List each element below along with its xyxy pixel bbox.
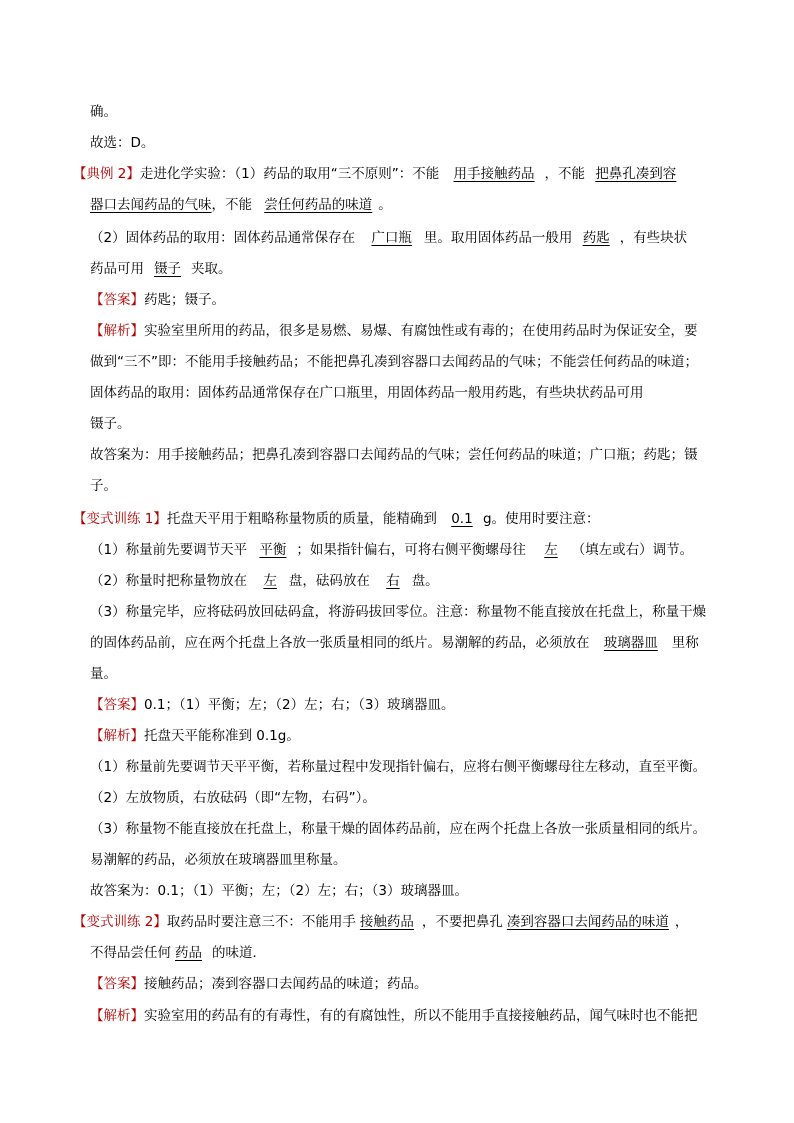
analysis-line (90, 322, 698, 340)
text-segment: g。使用时要注意： (478, 511, 600, 527)
text-segment: 盘。 (411, 573, 439, 589)
example-2-question (73, 165, 676, 183)
text-segment: 故答案为：用手接触药品；把鼻孔凑到容器口去闻药品的气味；尝任何药品的味道；广口瓶；药匙；镊 (90, 447, 698, 463)
answer-blank: 右 (386, 573, 400, 589)
text-line (90, 196, 392, 214)
analysis-line (90, 727, 300, 745)
text-line (90, 384, 644, 402)
text-line (90, 477, 117, 495)
text-line (90, 882, 468, 900)
text-segment: ，有些块状 (619, 230, 688, 246)
text-line (90, 665, 117, 683)
text-segment: （2）左放物质，右放砝码（即“左物，右码”）。 (90, 790, 376, 806)
text-line (90, 572, 439, 590)
text-segment: 实验室里所用的药品，很多是易燃、易爆、有腐蚀性或有毒的；在使用药品时为保证安全，要 (144, 323, 698, 339)
text-line (90, 758, 706, 776)
text-segment: 托盘天平能称准到 0.1g。 (144, 728, 300, 744)
answer-blank: 用手接触药品 (453, 166, 535, 182)
section-label: 【解析】 (90, 323, 144, 339)
answer-blank: 广口瓶 (371, 230, 412, 246)
answer-blank: 左 (263, 573, 277, 589)
text-segment: 0.1；（1）平衡；左；（2）左；右；（3）玻璃器皿。 (144, 697, 455, 713)
answer-blank: 药品 (175, 945, 202, 961)
section-label: 【变式训练 2】 (73, 914, 167, 930)
text-line (90, 446, 698, 464)
answer-blank: 0.1 (451, 511, 473, 527)
variant-1-question (73, 510, 600, 528)
section-label: 【解析】 (90, 1008, 144, 1024)
text-segment: ，不能 (211, 197, 257, 213)
text-segment: 接触药品；凑到容器口去闻药品的味道；药品。 (144, 976, 428, 992)
answer-blank: 凑到容器口去闻药品的味道 (506, 914, 669, 930)
answer-blank: 左 (544, 542, 558, 558)
text-segment: 取药品时要注意三不：不能用手 (166, 914, 356, 930)
section-label: 【答案】 (90, 697, 144, 713)
text-segment: 盘，砝码放在 (288, 573, 375, 589)
text-segment: 药匙；镊子。 (144, 292, 225, 308)
section-label: 【变式训练 1】 (73, 511, 167, 527)
text-line (90, 944, 266, 962)
text-segment: ；如果指针偏右，可将右侧平衡螺母往 (296, 542, 531, 558)
section-label: 【典例 2】 (73, 166, 140, 182)
text-segment: 做到“三不”即：不能用手接触药品；不能把鼻孔凑到容器口去闻药品的气味；不能尝任何药品的味道； (90, 354, 698, 370)
text-segment: 的固体药品前，应在两个托盘上各放一张质量相同的纸片。易潮解的药品，必须放在 (90, 635, 594, 651)
text-segment: （填左或右）调节。 (571, 542, 694, 558)
answer-blank: 接触药品 (359, 914, 414, 930)
answer-blank: 镊子 (154, 261, 181, 277)
text-segment: 走进化学实验：（1）药品的取用“三不原则”：不能 (139, 166, 444, 182)
text-segment: 药品可用 (90, 261, 144, 277)
text-line (90, 541, 693, 559)
variant-2-question (73, 913, 688, 931)
text-line (90, 634, 699, 652)
text-line (90, 603, 706, 621)
text-segment: （1）称量前先要调节天平 (90, 542, 252, 558)
text-line (90, 134, 154, 152)
text-segment: 托盘天平用于粗略称量物质的质量，能精确到 (166, 511, 442, 527)
text-segment: 量。 (90, 666, 117, 682)
section-label: 【答案】 (90, 976, 144, 992)
text-segment: 子。 (90, 478, 117, 494)
text-segment: （2）称量时把称量物放在 (90, 573, 252, 589)
answer-blank: 平衡 (259, 542, 287, 558)
text-segment: 的味道． (212, 945, 266, 961)
text-segment: （2）固体药品的取用：固体药品通常保存在 (90, 230, 360, 246)
text-segment: 易潮解的药品，必须放在玻璃器皿里称量。 (90, 852, 347, 868)
text-segment: （3）称量物不能直接放在托盘上，称量干燥的固体药品前，应在两个托盘上各放一张质量相同的纸片。 (90, 821, 707, 837)
text-line (90, 851, 347, 869)
text-segment: ， (674, 914, 689, 930)
text-segment: 不得品尝任何 (90, 945, 171, 961)
text-line (90, 260, 232, 278)
text-line (90, 789, 376, 807)
text-segment: 确。 (90, 104, 117, 120)
answer-line (90, 975, 428, 993)
text-line (90, 229, 687, 247)
answer-blank: 器口去闻药品的气味 (90, 197, 212, 213)
section-label: 【答案】 (90, 292, 144, 308)
text-line (90, 820, 706, 838)
answer-blank: 玻璃器皿 (603, 635, 658, 651)
text-segment: 实验室用的药品有的有毒性，有的有腐蚀性，所以不能用手直接接触药品，闻气味时也不能把 (144, 1008, 698, 1024)
answer-blank: 把鼻孔凑到容 (595, 166, 677, 182)
text-segment: 里称 (671, 635, 699, 651)
text-segment: 里。取用固体药品一般用 (423, 230, 577, 246)
section-label: 【解析】 (90, 728, 144, 744)
text-line (90, 415, 131, 433)
answer-blank: 药匙 (582, 230, 610, 246)
text-line (90, 103, 117, 121)
answer-line (90, 291, 225, 309)
text-segment: ，不要把鼻孔 (421, 914, 503, 930)
analysis-line (90, 1007, 698, 1025)
text-segment: 夹取。 (191, 261, 232, 277)
text-segment: 故答案为：0.1；（1）平衡；左；（2）左；右；（3）玻璃器皿。 (90, 883, 468, 899)
text-segment: 镊子。 (90, 416, 131, 432)
text-segment: 故选：D。 (90, 135, 155, 151)
text-segment: （3）称量完毕，应将砝码放回砝码盒，将游码拔回零位。注意：称量物不能直接放在托盘上，称量干燥 (90, 604, 707, 620)
answer-line (90, 696, 455, 714)
answer-blank: 尝任何药品的味道 (264, 197, 373, 213)
text-segment: 。 (378, 197, 392, 213)
text-segment: （1）称量前先要调节天平平衡，若称量过程中发现指针偏右，应将右侧平衡螺母往左移动，直至平衡。 (90, 759, 707, 775)
text-segment: ，不能 (544, 166, 590, 182)
text-line (90, 353, 698, 371)
text-segment: 固体药品的取用：固体药品通常保存在广口瓶里，用固体药品一般用药匙，有些块状药品可用 (90, 385, 644, 401)
